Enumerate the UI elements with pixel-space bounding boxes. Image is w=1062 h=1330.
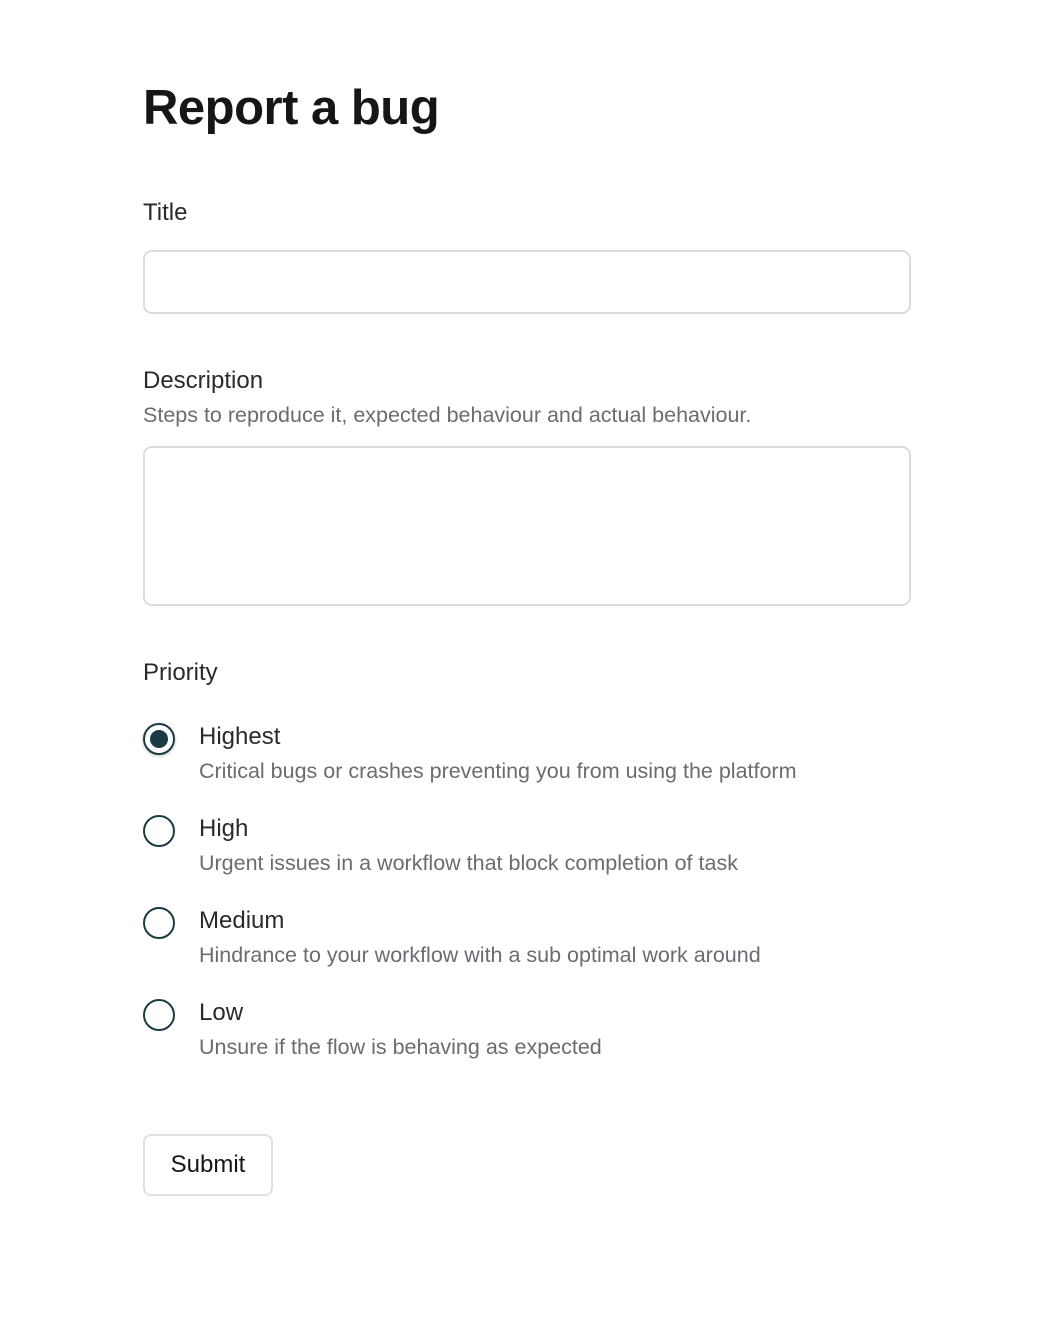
- priority-label: Priority: [143, 659, 218, 686]
- option-description-low: Unsure if the flow is behaving as expected: [199, 1035, 602, 1059]
- option-label-low[interactable]: Low: [199, 999, 244, 1026]
- option-description-highest: Critical bugs or crashes preventing you from using the platform: [199, 759, 797, 783]
- radio-highest[interactable]: [143, 723, 175, 755]
- option-description-high: Urgent issues in a workflow that block completion of task: [199, 851, 738, 875]
- radio-medium[interactable]: [143, 907, 175, 939]
- option-description-medium: Hindrance to your workflow with a sub optimal work around: [199, 943, 761, 967]
- description-hint: Steps to reproduce it, expected behaviour and actual behaviour.: [143, 403, 752, 427]
- description-label: Description: [143, 367, 264, 394]
- title-label: Title: [143, 199, 188, 226]
- title-input[interactable]: [143, 250, 911, 314]
- submit-button[interactable]: Submit: [143, 1134, 273, 1196]
- radio-low[interactable]: [143, 999, 175, 1031]
- radio-high[interactable]: [143, 815, 175, 847]
- page-title: Report a bug: [143, 81, 440, 135]
- option-label-high[interactable]: High: [199, 815, 249, 842]
- description-textarea[interactable]: [143, 446, 911, 606]
- option-label-medium[interactable]: Medium: [199, 907, 285, 934]
- option-label-highest[interactable]: Highest: [199, 723, 281, 750]
